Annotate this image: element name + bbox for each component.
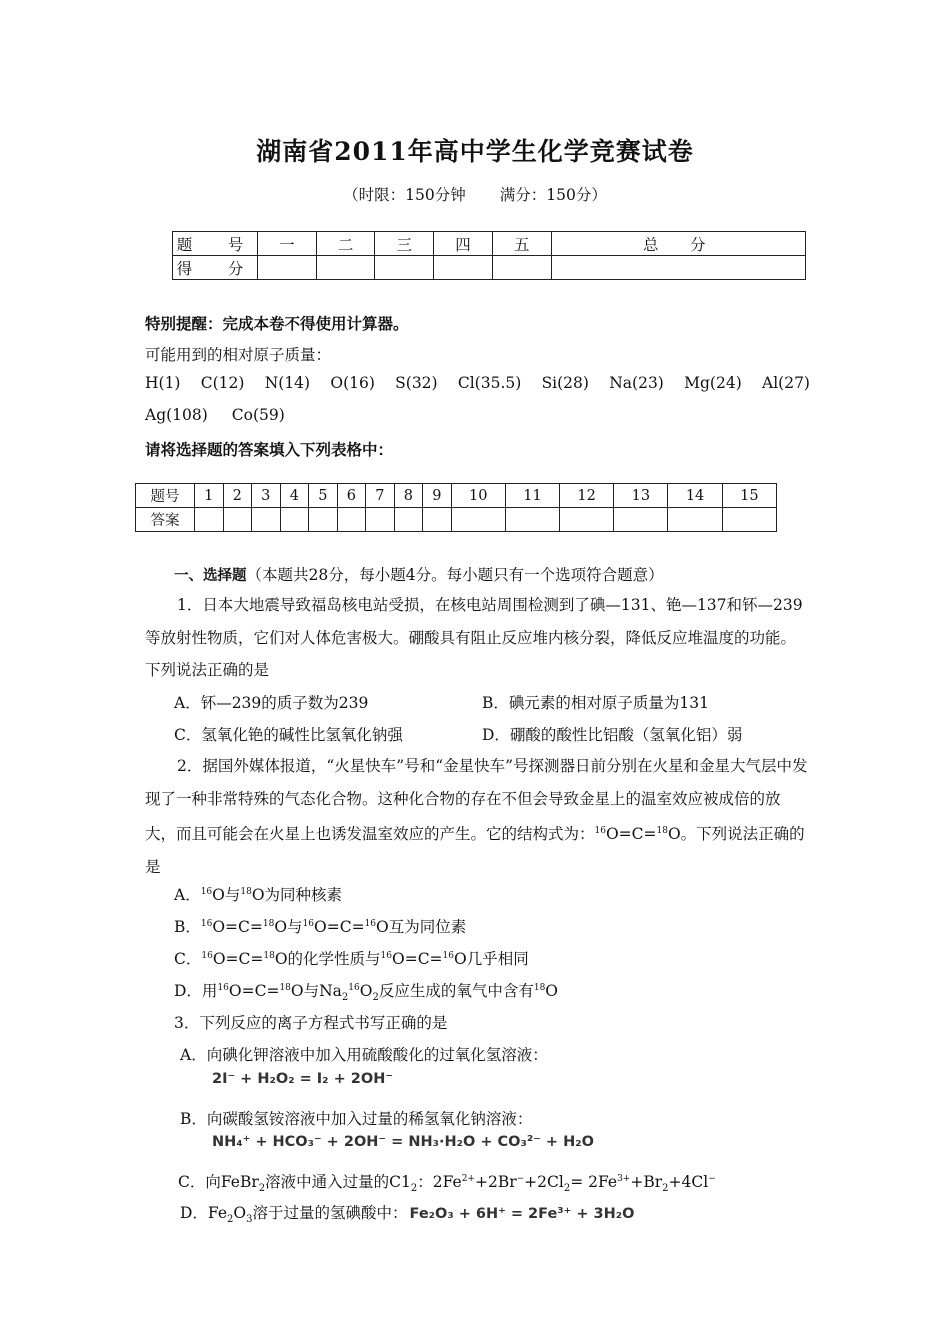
atomic-mass: Co(59)	[231, 406, 285, 424]
answer-instruction: 请将选择题的答案填入下列表格中：	[145, 441, 394, 459]
subscript: 3	[246, 1214, 253, 1226]
answer-cell[interactable]	[195, 508, 224, 532]
question-number: 6	[337, 484, 366, 508]
reminder: 特别提醒：完成本卷不得使用计算器。	[145, 315, 409, 333]
equation-text: +4Cl	[668, 1173, 709, 1191]
answer-cell[interactable]	[451, 508, 505, 532]
score-table	[172, 231, 806, 280]
q3-option-c	[178, 1170, 716, 1194]
subscript: 2	[563, 1183, 571, 1195]
answer-cell[interactable]	[560, 508, 614, 532]
atomic-mass: N(14)	[264, 374, 311, 392]
score-cell[interactable]	[258, 256, 317, 280]
isotope-mark: 16	[200, 918, 213, 929]
charge-mark: −	[516, 1173, 525, 1184]
charge-mark: 2+	[461, 1173, 475, 1184]
option-text: O=C=	[314, 918, 365, 936]
q1-option-b: B．碘元素的相对原子质量为131	[482, 694, 709, 712]
isotope-mark: 16	[302, 918, 315, 929]
answer-cell[interactable]	[366, 508, 395, 532]
question-number: 14	[668, 484, 722, 508]
equation-text: +2Br	[474, 1173, 517, 1191]
section-heading	[174, 563, 664, 585]
subscript: 2	[410, 1183, 418, 1195]
isotope-mark: 16	[442, 950, 454, 961]
q1-option-c: C．氢氧化铯的碱性比氢氧化钠强	[174, 726, 403, 744]
answer-cell[interactable]	[505, 508, 559, 532]
question-number: 3	[252, 484, 281, 508]
subscript: 2	[662, 1183, 669, 1195]
answer-cell[interactable]	[668, 508, 722, 532]
option-text: O	[545, 982, 559, 1000]
answer-table	[135, 483, 777, 532]
atomic-masses-line2	[145, 406, 285, 424]
option-text: 溶液中通入过量的C1	[265, 1173, 411, 1191]
answer-row-label: 题号	[136, 484, 195, 508]
answer-cell[interactable]	[722, 508, 776, 532]
option-text: O	[233, 1204, 247, 1222]
score-cell[interactable]	[316, 256, 375, 280]
question-number: 2	[223, 484, 252, 508]
question-number: 11	[505, 484, 559, 508]
atomic-mass: C(12)	[200, 374, 245, 392]
option-letter: A．	[174, 886, 201, 904]
option-text: O与	[212, 886, 241, 904]
section-title: 一、选择题	[174, 568, 247, 584]
isotope-mark: 16	[380, 950, 392, 961]
q2-stem-text: 2．据国外媒体报道，“火星快车”号和“金星快车”号探测器日前分别在火星和金星大气层中发现了一种非常特殊的气态化合物。这种化合物的存在不但会导致金星上的温室效应被成倍的放大，而且可能会在火星上也诱发温室效应的产生。它的结构式为：	[145, 757, 808, 844]
subscript: 2	[372, 992, 379, 1004]
q3-equation-d: Fe₂O₃ + 6H⁺ = 2Fe³⁺ + 3H₂O	[409, 1206, 635, 1222]
formula-text: O。下列说法正确的是	[145, 825, 805, 876]
option-text: 反应生成的氧气中含有	[378, 982, 534, 1000]
answer-table-number-row	[136, 484, 777, 508]
isotope-mark: 18	[279, 982, 291, 993]
subscript: 2	[258, 1183, 266, 1195]
question-number: 8	[394, 484, 423, 508]
isotope-mark: 16	[217, 982, 229, 993]
question-number: 4	[280, 484, 309, 508]
answer-row-label: 答案	[136, 508, 195, 532]
option-text: O	[359, 982, 373, 1000]
score-header-cell: 五	[492, 232, 551, 256]
equation-text: +Br	[630, 1173, 663, 1191]
score-header-label: 题 号	[173, 232, 258, 256]
question-number: 9	[423, 484, 452, 508]
charge-mark: 3+	[617, 1173, 631, 1184]
option-text: D．Fe	[180, 1204, 228, 1222]
option-text: O与	[274, 918, 303, 936]
score-table-score-row	[173, 256, 806, 280]
option-text: O=C=	[212, 918, 263, 936]
score-cell[interactable]	[492, 256, 551, 280]
score-cell[interactable]	[551, 256, 805, 280]
charge-mark: −	[708, 1173, 716, 1184]
page-title: 湖南省2011年高中学生化学竞赛试卷	[256, 137, 694, 166]
option-text: O的化学性质与	[274, 950, 381, 968]
answer-table-answer-row	[136, 508, 777, 532]
option-text: O=C=	[228, 982, 280, 1000]
question-number: 5	[309, 484, 338, 508]
isotope-mark: 16	[594, 826, 606, 836]
option-text: O=C=	[392, 950, 443, 968]
question-2-stem	[145, 750, 810, 883]
option-text: 溶于过量的氢碘酸中：	[252, 1204, 408, 1222]
atomic-mass: Al(27)	[762, 374, 810, 392]
q2-option-b	[174, 915, 466, 937]
question-3-stem: 3．下列反应的离子方程式书写正确的是	[174, 1014, 448, 1032]
subscript: 2	[227, 1214, 234, 1226]
atomic-mass: Mg(24)	[684, 374, 742, 392]
answer-cell[interactable]	[280, 508, 309, 532]
question-number: 15	[722, 484, 776, 508]
answer-cell[interactable]	[309, 508, 338, 532]
score-header-cell: 一	[258, 232, 317, 256]
isotope-mark: 18	[656, 826, 668, 836]
q2-option-c	[174, 947, 529, 969]
q2-option-a	[174, 883, 342, 905]
q3-equation-a: 2I⁻ + H₂O₂ = I₂ + 2OH⁻	[212, 1071, 393, 1087]
answer-cell[interactable]	[337, 508, 366, 532]
option-text: O与Na	[290, 982, 342, 1000]
exam-info	[0, 183, 950, 205]
option-letter: D．用	[174, 982, 218, 1000]
score-cell[interactable]	[375, 256, 434, 280]
answer-cell[interactable]	[394, 508, 423, 532]
option-letter: C．	[174, 950, 202, 968]
answer-cell[interactable]	[223, 508, 252, 532]
isotope-mark: 16	[364, 918, 377, 929]
answer-cell[interactable]	[423, 508, 452, 532]
isotope-mark: 18	[240, 886, 252, 897]
answer-cell[interactable]	[614, 508, 668, 532]
subscript: 2	[341, 992, 349, 1004]
score-header-cell: 四	[434, 232, 493, 256]
equation-text: = 2Fe	[570, 1173, 618, 1191]
isotope-mark: 16	[201, 950, 213, 961]
score-cell[interactable]	[434, 256, 493, 280]
q1-option-a: A．钚—239的质子数为239	[174, 694, 369, 712]
q3-option-d	[180, 1201, 634, 1225]
q3-option-b: B．向碳酸氢铵溶液中加入过量的稀氢氧化钠溶液：	[180, 1110, 533, 1128]
option-text: O为同种核素	[251, 886, 343, 904]
time-limit: （时限：150分钟	[343, 186, 466, 204]
atomic-mass: Na(23)	[609, 374, 664, 392]
question-number: 1	[195, 484, 224, 508]
atomic-mass: Si(28)	[541, 374, 589, 392]
equation-text: +2Cl	[524, 1173, 564, 1191]
q3-equation-b: NH₄⁺ + HCO₃⁻ + 2OH⁻ = NH₃·H₂O + CO₃²⁻ + H₂O	[212, 1134, 594, 1150]
option-text: O几乎相同	[454, 950, 529, 968]
score-header-cell: 三	[375, 232, 434, 256]
option-letter: B．	[174, 918, 201, 936]
atomic-mass: S(32)	[395, 374, 438, 392]
section-note: （本题共28分，每小题4分。每小题只有一个选项符合题意）	[246, 566, 664, 584]
question-number: 10	[451, 484, 505, 508]
atomic-mass: H(1)	[145, 374, 181, 392]
score-table-header-row	[173, 232, 806, 256]
question-number: 12	[560, 484, 614, 508]
isotope-mark: 18	[262, 918, 275, 929]
option-text: O=C=	[212, 950, 264, 968]
answer-cell[interactable]	[252, 508, 281, 532]
q3-option-a: A．向碘化钾溶液中加入用硫酸酸化的过氧化氢溶液：	[180, 1046, 548, 1064]
equation-text: ：2Fe	[417, 1173, 462, 1191]
isotope-mark: 18	[263, 950, 275, 961]
question-1-stem: 1．日本大地震导致福岛核电站受损，在核电站周围检测到了碘—131、铯—137和钚—239等放射性物质，它们对人体危害极大。硼酸具有阻止反应堆内核分裂，降低反应堆温度的功能。下列说法正确的是	[145, 596, 803, 679]
atomic-mass: Ag(108)	[145, 406, 208, 424]
option-text: C．向FeBr	[178, 1173, 259, 1191]
score-header-cell: 二	[316, 232, 375, 256]
score-row-label: 得 分	[173, 256, 258, 280]
isotope-mark: 18	[533, 982, 546, 993]
atomic-mass: O(16)	[330, 374, 375, 392]
isotope-mark: 16	[200, 886, 213, 897]
isotope-mark: 16	[348, 982, 360, 993]
formula-text: O=C=	[605, 825, 657, 844]
score-header-total: 总 分	[551, 232, 805, 256]
full-score: 满分：150分）	[499, 186, 607, 204]
q2-option-d	[174, 979, 558, 1003]
atomic-masses-line1	[145, 374, 810, 392]
question-number: 7	[366, 484, 395, 508]
mass-intro: 可能用到的相对原子质量：	[145, 346, 332, 364]
atomic-mass: Cl(35.5)	[457, 374, 522, 392]
option-text: O互为同位素	[376, 918, 467, 936]
q1-option-d: D．硼酸的酸性比铝酸（氢氧化铝）弱	[482, 726, 743, 744]
question-number: 13	[614, 484, 668, 508]
